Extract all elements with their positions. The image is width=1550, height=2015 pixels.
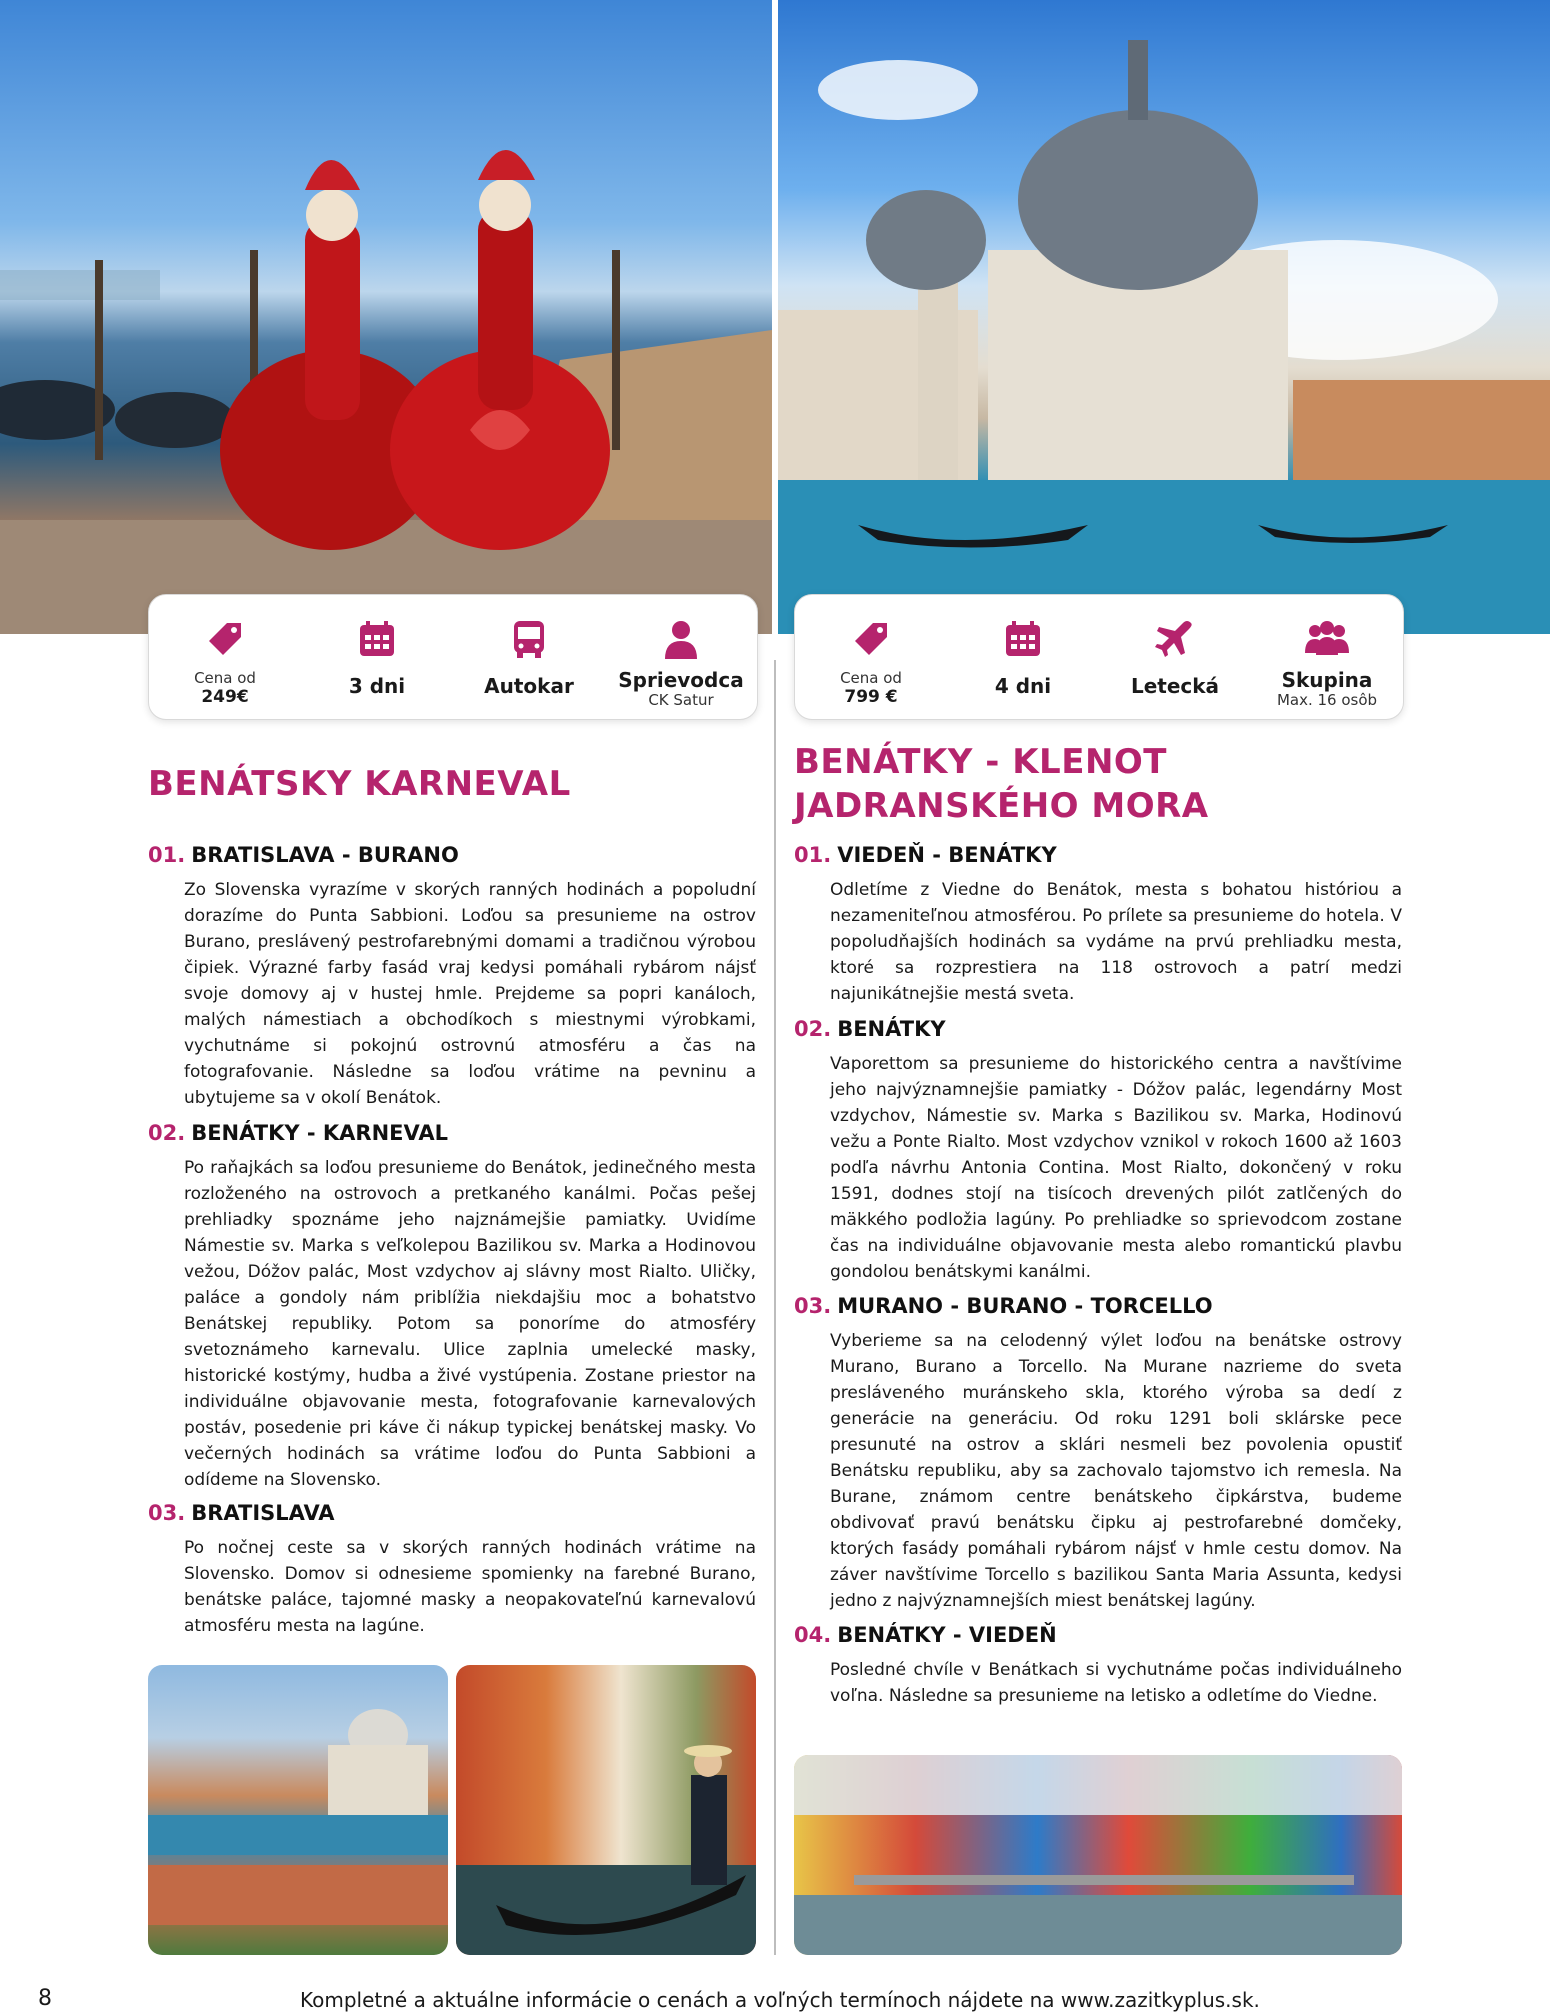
price-label: Cena od xyxy=(194,669,256,687)
left-section-2-heading xyxy=(148,1120,756,1146)
section-number: 04. xyxy=(794,1623,832,1647)
hero-photo-basilica xyxy=(778,0,1550,634)
guide-label: Sprievodca xyxy=(618,668,744,692)
section-title: BENÁTKY - KARNEVAL xyxy=(191,1121,448,1145)
section-title: BENÁTKY xyxy=(837,1017,946,1041)
calendar-icon xyxy=(355,617,399,661)
price-value: 249€ xyxy=(201,687,249,707)
trip-info-card-right xyxy=(794,594,1404,720)
left-section-2-text: Po raňajkách sa loďou presunieme do Benátok, jedinečného mesta rozloženého na ostrovoch a pretkaného kanálmi. Počas pešej prehliadky spoznáme jeho najznámejšie pamiatky. Uvidíme Námestie sv. Marka s veľkolepou Bazilikou sv. Marka a Hodinovou vežou, Dóžov palác, Most vzdychov aj slávny most Rialto. Uličky, paláce a gondoly nám priblížia niekdajšiu moc a bohatstvo Benátskej republiky. Potom sa ponoríme do atmosféry svetoznámeho karnevalu. Ulice zaplnia umelecké masky, historické kostýmy, hudba a živé vystúpenia. Zostane priestor na individuálne objavovanie mesta, fotografovanie karnevalových postáv, posedenie pri káve či nákup typickej benátskej masky. Vo večerných hodinách sa vrátime loďou do Punta Sabbioni a odídeme na Slovensko. xyxy=(184,1158,756,1490)
carnival-illustration xyxy=(0,0,772,634)
transport-cell xyxy=(453,595,605,719)
page-number: 8 xyxy=(38,1986,52,2011)
photo-gondolier xyxy=(456,1665,756,1955)
bus-icon xyxy=(507,617,551,661)
duration-cell xyxy=(947,595,1099,719)
footer-info-text: Kompletné a aktuálne informácie o cenách a voľných termínoch nájdete na www.zazitkyplus.sk. xyxy=(300,1988,1260,2012)
left-section-1-text: Zo Slovenska vyrazíme v skorých ranných hodinách a popoludní dorazíme do Punta Sabbioni. Loďou sa presunieme na ostrov Burano, preslávený pestrofarebnými domami a tradičnou výrobou čipiek. Výrazné farby fasád vraj kedysi pomáhali rybárom nájsť svoje domovy aj v hustej hmle. Prejdeme sa popri kanáloch, malých námestiach a obchodíkoch s miestnymi výrobkami, vychutnáme si pokojnú ostrovnú atmosféru a čas na fotografovanie. Následne sa loďou vrátime na pevninu a ubytujeme sa v okolí Benátok. xyxy=(184,880,756,1108)
hero-photo-carnival xyxy=(0,0,772,634)
left-section-3-text: Po nočnej ceste sa v skorých ranných hodinách vrátime na Slovensko. Domov si odnesieme spomienky na farebné Burano, benátske paláce, tajomné masky a neopakovateľnú karnevalovú atmosféru mesta na lagúne. xyxy=(184,1538,756,1636)
guide-cell xyxy=(605,595,757,719)
price-tag-icon xyxy=(203,617,247,661)
right-section-2-text: Vaporettom sa presunieme do historického centra a navštívime jeho najvýznamnejšie pamiatky - Dóžov palác, legendárny Most vzdychov, Námestie sv. Marka s Bazilikou sv. Marka, Hodinovú vežu a Ponte Rialto. Most vzdychov vznikol v rokoch 1600 až 1603 podľa návrhu Antonia Contina. Most Rialto, dokončený v roku 1591, dodnes stojí na tisícoch drevených pilót zatlčených do mäkkého podložia lagúny. Po prehliadke so sprievodcom zostane čas na individuálne objavovanie mesta alebo romantickú plavbu gondolou benátskymi kanálmi. xyxy=(830,1054,1402,1282)
transport-value: Letecká xyxy=(1130,674,1220,698)
right-section-3-text: Vyberieme sa na celodenný výlet loďou na benátske ostrovy Murano, Burano a Torcello. Na Murane nazrieme do sveta presláveného muránskeho skla, ktorého výroba sa dedí z generácie na generáciu. Od roku 1291 boli sklárske pece presunuté na ostrov a sklári nesmeli bez povolenia opustiť Benátsku republiku, aby sa zachovalo tajomstvo ich remesla. Na Burane, známom centre benátskeho čipkárstva, budeme obdivovať pravú benátsku čipku aj pestrofarebné domčeky, ktorých fasády pomáhali rybárom nájsť v hmle cestu domov. Na záver navštívime Torcello s bazilikou Santa Maria Assunta, kedysi jedno z najvýznamnejších miest benátskej lagúny. xyxy=(830,1331,1402,1611)
right-section-2-heading xyxy=(794,1016,1402,1042)
column-divider xyxy=(774,660,776,1955)
transport-cell xyxy=(1099,595,1251,719)
transport-value: Autokar xyxy=(484,674,574,698)
person-icon xyxy=(659,617,703,661)
section-title: BRATISLAVA - BURANO xyxy=(191,843,459,867)
group-label: Skupina xyxy=(1281,668,1373,692)
guide-sub: CK Satur xyxy=(648,691,714,709)
right-trip-title xyxy=(794,740,1402,828)
price-cell xyxy=(149,595,301,719)
photo-venice-aerial xyxy=(148,1665,448,1955)
price-value: 799 € xyxy=(844,687,898,707)
section-number: 03. xyxy=(794,1294,832,1318)
trip-info-card-left xyxy=(148,594,758,720)
duration-value: 4 dni xyxy=(994,674,1052,698)
right-section-1-heading xyxy=(794,842,1402,868)
duration-value: 3 dni xyxy=(348,674,406,698)
price-tag-icon xyxy=(849,617,893,661)
photo-burano-houses xyxy=(794,1755,1402,1955)
right-section-1-text: Odletíme z Viedne do Benátok, mesta s bohatou históriou a nezameniteľnou atmosférou. Po prílete sa presunieme do hotela. V popoludňajších hodinách sa vydáme na prvú prehliadku mesta, ktoré sa rozprestiera na 118 ostrovoch a patrí medzi najunikátnejšie mestá sveta. xyxy=(830,880,1402,1004)
right-section-3-heading xyxy=(794,1293,1402,1319)
section-number: 02. xyxy=(148,1121,186,1145)
section-title: BENÁTKY - VIEDEŇ xyxy=(837,1623,1057,1647)
left-section-3-heading xyxy=(148,1500,756,1526)
price-label: Cena od xyxy=(840,669,902,687)
left-trip-title: BENÁTSKY KARNEVAL xyxy=(148,764,571,804)
left-section-1-heading xyxy=(148,842,756,868)
title-line-1: BENÁTKY - KLENOT xyxy=(794,742,1168,782)
section-number: 01. xyxy=(794,843,832,867)
basilica-illustration xyxy=(778,0,1550,634)
title-line-2: JADRANSKÉHO MORA xyxy=(794,786,1209,826)
section-number: 01. xyxy=(148,843,186,867)
price-cell xyxy=(795,595,947,719)
duration-cell xyxy=(301,595,453,719)
section-number: 02. xyxy=(794,1017,832,1041)
group-icon xyxy=(1305,617,1349,661)
right-section-4-heading xyxy=(794,1622,1402,1648)
calendar-icon xyxy=(1001,617,1045,661)
right-section-4-text: Posledné chvíle v Benátkach si vychutnáme počas individuálneho voľna. Následne sa presunieme na letisko a odletíme do Viedne. xyxy=(830,1660,1402,1706)
section-title: VIEDEŇ - BENÁTKY xyxy=(837,843,1057,867)
section-title: BRATISLAVA xyxy=(191,1501,335,1525)
section-title: MURANO - BURANO - TORCELLO xyxy=(837,1294,1213,1318)
section-number: 03. xyxy=(148,1501,186,1525)
group-sub: Max. 16 osôb xyxy=(1276,691,1378,709)
airplane-icon xyxy=(1153,617,1197,661)
group-cell xyxy=(1251,595,1403,719)
